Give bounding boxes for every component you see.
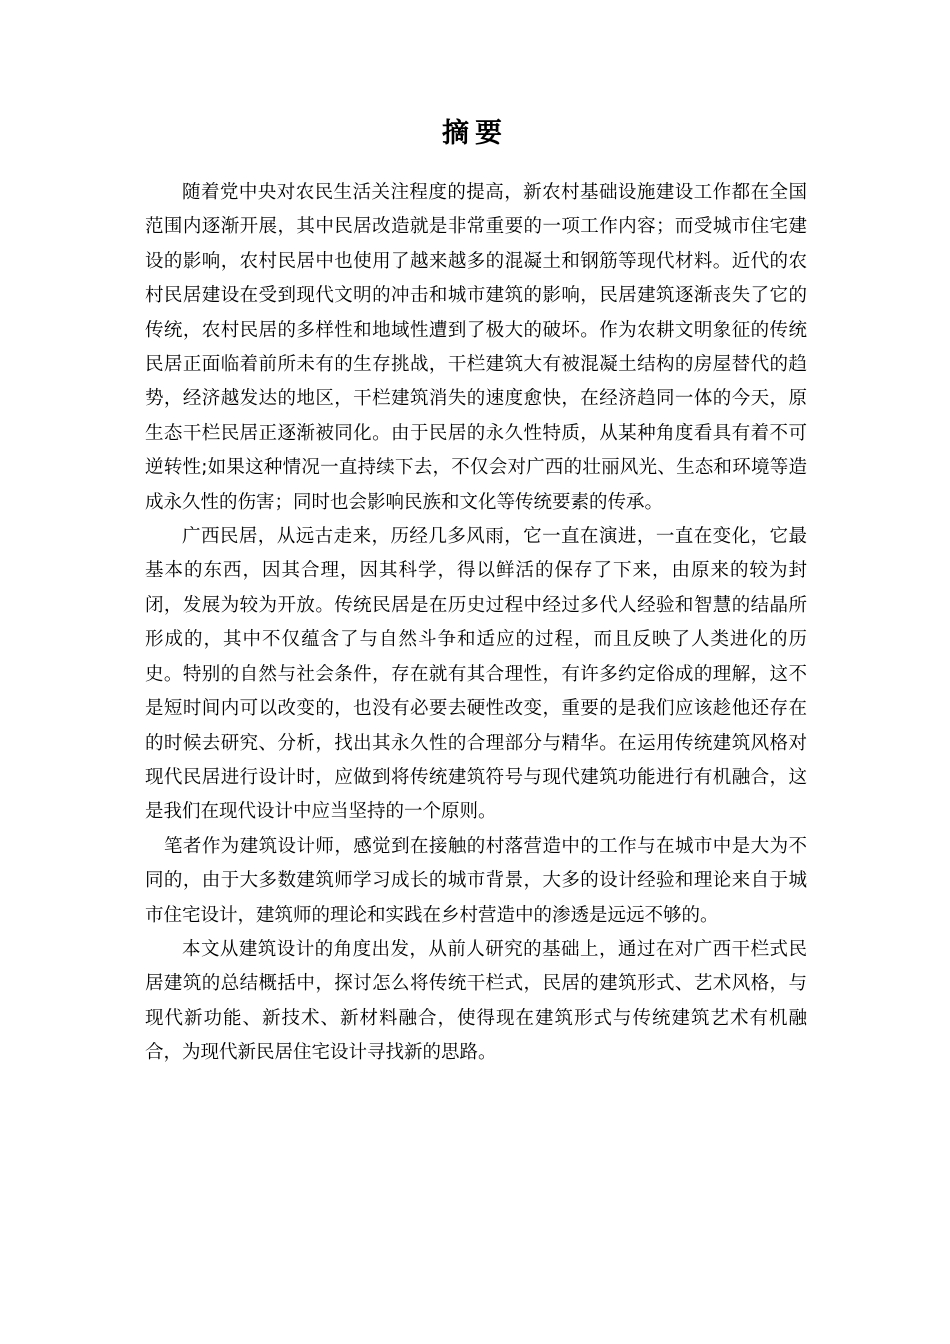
abstract-paragraph: 笔者作为建筑设计师，感觉到在接触的村落营造中的工作与在城市中是大为不同的，由于大多数建筑师学习成长的城市背景，大多的设计经验和理论来自于城市住宅设计，建筑师的理论和实践在乡村营造中的渗透是远远不够的。: [145, 835, 807, 926]
abstract-paragraph: 本文从建筑设计的角度出发，从前人研究的基础上，通过在对广西干栏式民居建筑的总结概括中，探讨怎么将传统干栏式，民居的建筑形式、艺术风格，与现代新功能、新技术、新材料融合，使得现在建筑形式与传统建筑艺术有机融合，为现代新民居住宅设计寻找新的思路。: [145, 938, 807, 1064]
abstract-paragraph: 广西民居，从远古走来，历经几多风雨，它一直在演进，一直在变化，它最基本的东西，因其合理，因其科学，得以鲜活的保存了下来，由原来的较为封闭，发展为较为开放。传统民居是在历史过程中经过多代人经验和智慧的结晶所形成的，其中不仅蕴含了与自然斗争和适应的过程，而且反映了人类进化的历史。特别的自然与社会条件，存在就有其合理性，有许多约定俗成的理解，这不是短时间内可以改变的，也没有必要去硬性改变，重要的是我们应该趁他还存在的时候去研究、分析，找出其永久性的合理部分与精华。在运用传统建筑风格对现代民居进行设计时，应做到将传统建筑符号与现代建筑功能进行有机融合，这是我们在现代设计中应当坚持的一个原则。: [145, 526, 807, 823]
abstract-paragraph: 随着党中央对农民生活关注程度的提高，新农村基础设施建设工作都在全国范围内逐渐开展，其中民居改造就是非常重要的一项工作内容；而受城市住宅建设的影响，农村民居中也使用了越来越多的混凝土和钢筋等现代材料。近代的农村民居建设在受到现代文明的冲击和城市建筑的影响，民居建筑逐渐丧失了它的传统，农村民居的多样性和地域性遭到了极大的破坏。作为农耕文明象征的传统民居正面临着前所未有的生存挑战，干栏建筑大有被混凝土结构的房屋替代的趋势，经济越发达的地区，干栏建筑消失的速度愈快，在经济趋同一体的今天，原生态干栏民居正逐渐被同化。由于民居的永久性特质，从某种角度看具有着不可逆转性;如果这种情况一直持续下去，不仅会对广西的壮丽风光、生态和环境等造成永久性的伤害；同时也会影响民族和文化等传统要素的传承。: [145, 182, 807, 513]
abstract-body: [145, 176, 807, 1071]
abstract-title: 摘要: [442, 118, 508, 149]
